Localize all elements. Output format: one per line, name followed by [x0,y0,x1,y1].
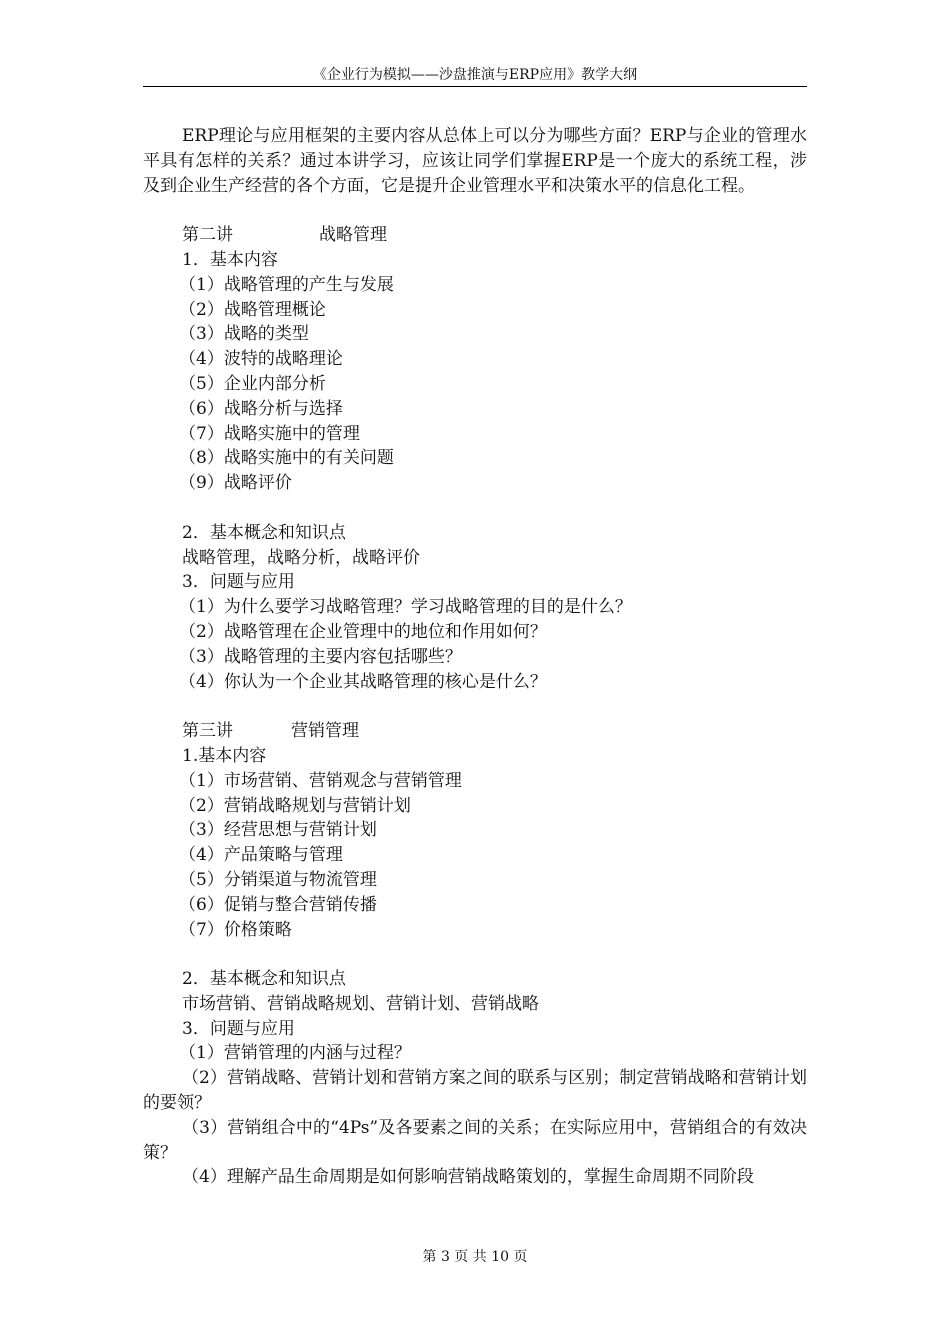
lecture3-question: （2）营销战略、营销计划和营销方案之间的联系与区别；制定营销战略和营销计划的要领？ [143,1068,807,1114]
lecture3-question: （3）营销组合中的“4Ps”及各要素之间的关系；在实际应用中，营销组合的有效决策？ [143,1117,807,1163]
lecture2-concepts-text: 战略管理，战略分析，战略评价 [182,547,420,568]
header-divider [143,86,807,87]
page-number: 第 3 页 共 10 页 [422,1249,528,1265]
lecture3-content-item: （1）市场营销、营销观念与营销管理 [179,770,462,791]
lecture2-content-item: （2）战略管理概论 [179,299,326,320]
lecture3-content-item: （5）分销渠道与物流管理 [179,869,377,890]
lecture2-heading [143,223,807,248]
lecture3-content-heading: 1.基本内容 [182,745,267,766]
lecture3-content-item: （3）经营思想与营销计划 [179,820,377,841]
lecture3-concepts-text: 市场营销、营销战略规划、营销计划、营销战略 [182,993,539,1014]
lecture2-content-item: （7）战略实施中的管理 [179,423,360,444]
lecture2-number: 第二讲 [182,225,233,246]
lecture2-question: （4）你认为一个企业其战略管理的核心是什么？ [179,671,547,692]
lecture2-concepts-heading: 2．基本概念和知识点 [182,522,346,543]
lecture2-content-item: （4）波特的战略理论 [179,349,343,370]
lecture3-number: 第三讲 [182,721,233,742]
lecture2-content-item: （9）战略评价 [179,473,292,494]
spacer [143,942,807,967]
spacer [143,496,807,521]
lecture2-question: （3）战略管理的主要内容包括哪些？ [179,646,462,667]
lecture3-question: （1）营销管理的内涵与过程？ [179,1043,411,1064]
lecture2-content-item: （1）战略管理的产生与发展 [179,274,394,295]
lecture2-content-item: （3）战略的类型 [179,324,309,345]
spacer [143,694,807,719]
lecture2-question: （2）战略管理在企业管理中的地位和作用如何？ [179,621,547,642]
lecture2-content-item: （6）战略分析与选择 [179,398,343,419]
lecture2-question: （1）为什么要学习战略管理？学习战略管理的目的是什么？ [179,597,632,618]
lecture2-content-heading: 1．基本内容 [182,249,278,270]
lecture3-content-item: （4）产品策略与管理 [179,845,343,866]
lecture3-content-item: （7）价格策略 [179,919,292,940]
lecture3-concepts-heading: 2．基本概念和知识点 [182,969,346,990]
lecture3-question: （4）理解产品生命周期是如何影响营销战略策划的，掌握生命周期不同阶段 [182,1167,754,1188]
lecture2-content-item: （8）战略实施中的有关问题 [179,448,394,469]
lecture3-title: 营销管理 [291,721,359,742]
lecture3-heading [143,719,807,744]
lecture3-content-item: （6）促销与整合营销传播 [179,894,377,915]
document-body [143,124,807,1190]
intro-paragraph: ERP理论与应用框架的主要内容从总体上可以分为哪些方面？ERP与企业的管理水平具有怎样的关系？通过本讲学习，应该让同学们掌握ERP是一个庞大的系统工程，涉及到企业生产经营的各个方面，它是提升企业管理水平和决策水平的信息化工程。 [143,126,807,196]
lecture3-content-item: （2）营销战略规划与营销计划 [179,795,411,816]
lecture3-questions-heading: 3．问题与应用 [182,1018,295,1039]
lecture2-content-item: （5）企业内部分析 [179,373,326,394]
page-header-title: 《企业行为模拟——沙盘推演与ERP应用》教学大纲 [312,67,638,83]
lecture2-title: 战略管理 [319,225,387,246]
spacer [143,198,807,223]
lecture2-questions-heading: 3．问题与应用 [182,572,295,593]
